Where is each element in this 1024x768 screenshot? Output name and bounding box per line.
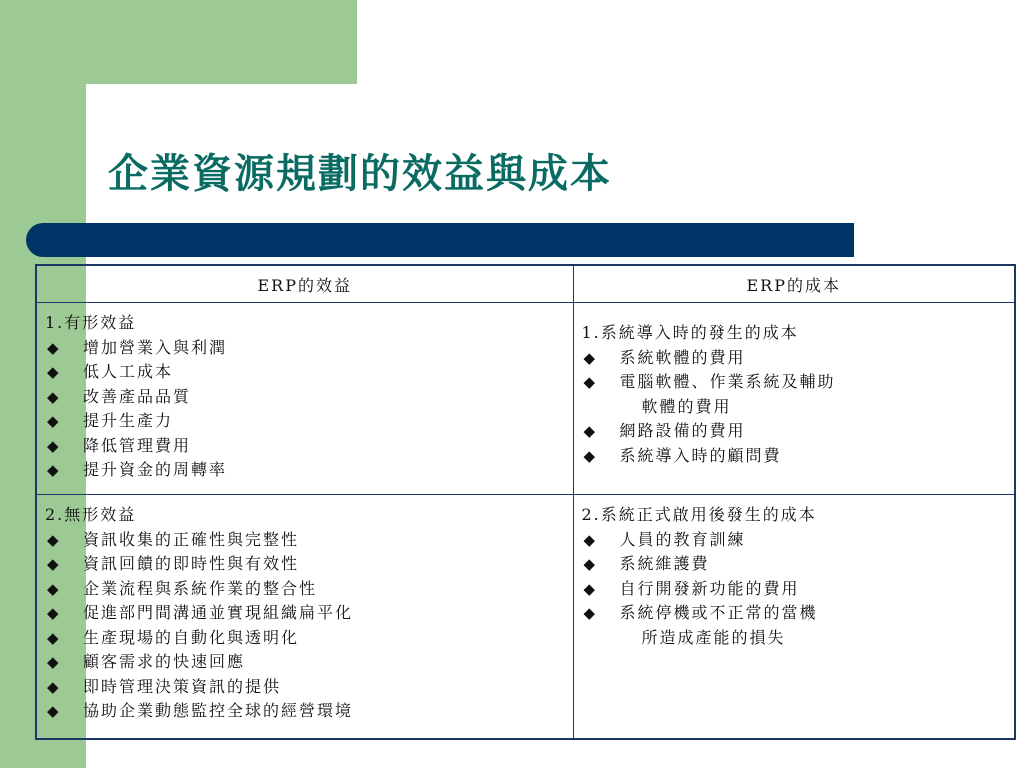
header-benefits: ERP的效益 [36, 265, 573, 303]
list-item: ◆ 電腦軟體、作業系統及輔助 軟體的費用 [583, 372, 836, 416]
table-row [36, 303, 1015, 495]
diamond-bullet-icon: ◆ [583, 348, 596, 367]
diamond-bullet-icon: ◆ [47, 555, 59, 574]
section-heading: 2.系統正式啟用後發生的成本 [581, 505, 817, 525]
list-item: ◆ 網路設備的費用 [582, 419, 1007, 444]
operation-cost-list [582, 528, 1007, 651]
diamond-bullet-icon: ◆ [47, 530, 59, 549]
diamond-bullet-icon: ◆ [47, 579, 59, 598]
slide-title: 企業資源規劃的效益與成本 [108, 150, 612, 197]
list-item: ◆ 協助企業動態監控全球的經營環境 [45, 699, 565, 724]
list-item: ◆ 自行開發新功能的費用 [582, 577, 1007, 602]
diamond-bullet-icon: ◆ [583, 579, 596, 598]
cell-tangible-benefits [36, 303, 573, 495]
section-heading: 2.無形效益 [45, 505, 137, 525]
list-item: ◆ 生產現場的自動化與透明化 [45, 626, 565, 651]
diamond-bullet-icon: ◆ [47, 677, 59, 696]
table-header-row [36, 265, 1015, 303]
diamond-bullet-icon: ◆ [47, 387, 59, 406]
header-costs: ERP的成本 [573, 265, 1015, 303]
diamond-bullet-icon: ◆ [583, 604, 596, 623]
diamond-bullet-icon: ◆ [47, 363, 59, 381]
cell-operation-costs [573, 495, 1015, 739]
diamond-bullet-icon: ◆ [47, 653, 59, 672]
tangible-benefit-list [45, 336, 565, 483]
diamond-bullet-icon: ◆ [583, 446, 596, 465]
list-item: ◆ 促進部門間溝通並實現組織扁平化 [45, 601, 565, 626]
cell-implementation-costs [573, 303, 1015, 495]
list-item: ◆ 企業流程與系統作業的整合性 [45, 577, 565, 602]
table-row [36, 495, 1015, 739]
diamond-bullet-icon: ◆ [47, 412, 59, 430]
list-item: ◆ 即時管理決策資訊的提供 [45, 675, 565, 700]
list-item: ◆ 降低管理費用 [45, 434, 565, 459]
title-underline-bar [26, 223, 854, 257]
section-heading: 1.系統導入時的發生的成本 [581, 323, 799, 342]
diamond-bullet-icon: ◆ [47, 436, 59, 455]
diamond-bullet-icon: ◆ [47, 338, 59, 357]
list-item: ◆ 資訊收集的正確性與完整性 [45, 528, 565, 553]
list-item: ◆ 低人工成本 [45, 360, 565, 385]
cell-intangible-benefits [36, 495, 573, 739]
list-item: ◆ 系統維護費 [582, 552, 1007, 577]
diamond-bullet-icon: ◆ [583, 530, 596, 549]
list-item: ◆ 增加營業入與利潤 [45, 336, 565, 361]
list-item: ◆ 系統軟體的費用 [582, 346, 1007, 371]
diamond-bullet-icon: ◆ [583, 422, 596, 440]
list-item: ◆ 提升資金的周轉率 [45, 458, 565, 483]
list-item: ◆ 系統停機或不正常的當機 所造成產能的損失 [583, 603, 818, 647]
list-item: ◆ 系統導入時的顧問費 [582, 444, 1007, 469]
list-item: ◆ 人員的教育訓練 [582, 528, 1007, 553]
diamond-bullet-icon: ◆ [583, 373, 596, 391]
intangible-benefit-list [45, 528, 565, 724]
erp-table [35, 264, 1016, 740]
list-item: ◆ 提升生產力 [45, 409, 565, 434]
list-item: ◆ 顧客需求的快速回應 [45, 650, 565, 675]
diamond-bullet-icon: ◆ [47, 628, 59, 647]
section-heading: 1.有形效益 [45, 313, 137, 332]
diamond-bullet-icon: ◆ [583, 555, 596, 574]
diamond-bullet-icon: ◆ [47, 702, 59, 721]
diamond-bullet-icon: ◆ [47, 604, 59, 623]
list-item: ◆ 資訊回饋的即時性與有效性 [45, 552, 565, 577]
implementation-cost-list [582, 346, 1007, 469]
list-item: ◆ 改善產品品質 [45, 385, 565, 410]
diamond-bullet-icon: ◆ [47, 461, 59, 479]
